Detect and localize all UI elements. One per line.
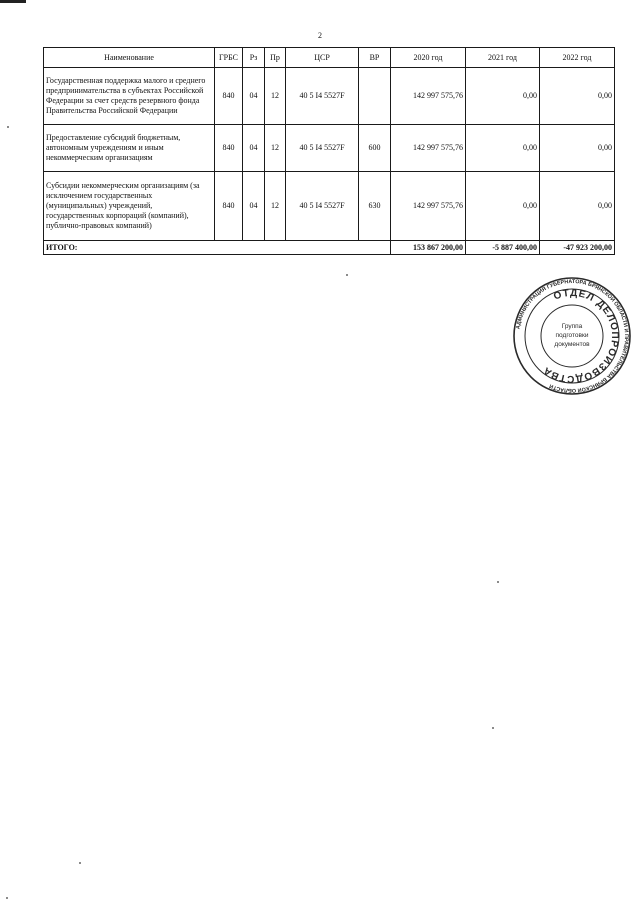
row-2020: 142 997 575,76 — [391, 172, 466, 241]
row-rz: 04 — [243, 125, 265, 172]
total-2021: -5 887 400,00 — [466, 241, 540, 255]
row-2022: 0,00 — [540, 68, 615, 125]
total-label: ИТОГО: — [44, 241, 391, 255]
total-2020: 153 867 200,00 — [391, 241, 466, 255]
table-row — [44, 172, 615, 241]
row-2021: 0,00 — [466, 172, 540, 241]
scan-speck — [346, 274, 348, 276]
header-vr: ВР — [359, 48, 391, 68]
row-pr: 12 — [265, 172, 286, 241]
header-2020: 2020 год — [391, 48, 466, 68]
stamp-center-line: документов — [554, 341, 590, 348]
office-stamp — [512, 276, 632, 396]
row-rz: 04 — [243, 172, 265, 241]
scan-speck — [497, 581, 499, 583]
page-number: 2 — [318, 31, 322, 40]
total-2022: -47 923 200,00 — [540, 241, 615, 255]
stamp-center-line: Группа — [561, 323, 583, 330]
header-grbs: ГРБС — [215, 48, 243, 68]
header-2021: 2021 год — [466, 48, 540, 68]
stamp-inner-text: ОТДЕЛ ДЕЛОПРОИЗВОДСТВА — [540, 287, 621, 385]
row-2021: 0,00 — [466, 68, 540, 125]
header-name: Наименование — [44, 48, 215, 68]
row-2020: 142 997 575,76 — [391, 125, 466, 172]
row-name: Предоставление субсидий бюджетным, автономным учреждениям и иным некоммерческим организациям — [44, 125, 215, 172]
stamp-outer-text: АДМИНИСТРАЦИЯ ГУБЕРНАТОРА БРЯНСКОЙ ОБЛАСТИ И ПРАВИТЕЛЬСТВА БРЯНСКОЙ ОБЛАСТИ — [515, 278, 630, 394]
row-pr: 12 — [265, 125, 286, 172]
scan-speck — [79, 862, 81, 864]
row-grbs: 840 — [215, 125, 243, 172]
row-2021: 0,00 — [466, 125, 540, 172]
scan-edge-mark — [0, 0, 26, 3]
total-row — [44, 241, 615, 255]
header-pr: Пр — [265, 48, 286, 68]
row-2022: 0,00 — [540, 172, 615, 241]
scan-speck — [7, 126, 9, 128]
row-2022: 0,00 — [540, 125, 615, 172]
row-csr: 40 5 I4 5527F — [286, 172, 359, 241]
table-header-row — [44, 48, 615, 68]
header-rz: Рз — [243, 48, 265, 68]
table-row — [44, 125, 615, 172]
header-2022: 2022 год — [540, 48, 615, 68]
row-name: Субсидии некоммерческим организациям (за исключением государственных (муниципальных) учреждений, государственных корпораций (компаний), публично-правовых компаний) — [44, 172, 215, 241]
row-csr: 40 5 I4 5527F — [286, 125, 359, 172]
scan-speck — [492, 727, 494, 729]
row-vr — [359, 68, 391, 125]
row-vr: 600 — [359, 125, 391, 172]
row-pr: 12 — [265, 68, 286, 125]
row-rz: 04 — [243, 68, 265, 125]
row-grbs: 840 — [215, 172, 243, 241]
stamp-center-line: подготовки — [555, 332, 589, 339]
row-name: Государственная поддержка малого и среднего предпринимательства в субъектах Российской Федерации за счет средств резервного фонда Правительства Российской Федерации — [44, 68, 215, 125]
header-csr: ЦСР — [286, 48, 359, 68]
row-csr: 40 5 I4 5527F — [286, 68, 359, 125]
row-grbs: 840 — [215, 68, 243, 125]
scan-speck — [6, 897, 8, 899]
budget-allocation-table — [43, 47, 615, 255]
table-row — [44, 68, 615, 125]
row-2020: 142 997 575,76 — [391, 68, 466, 125]
row-vr: 630 — [359, 172, 391, 241]
